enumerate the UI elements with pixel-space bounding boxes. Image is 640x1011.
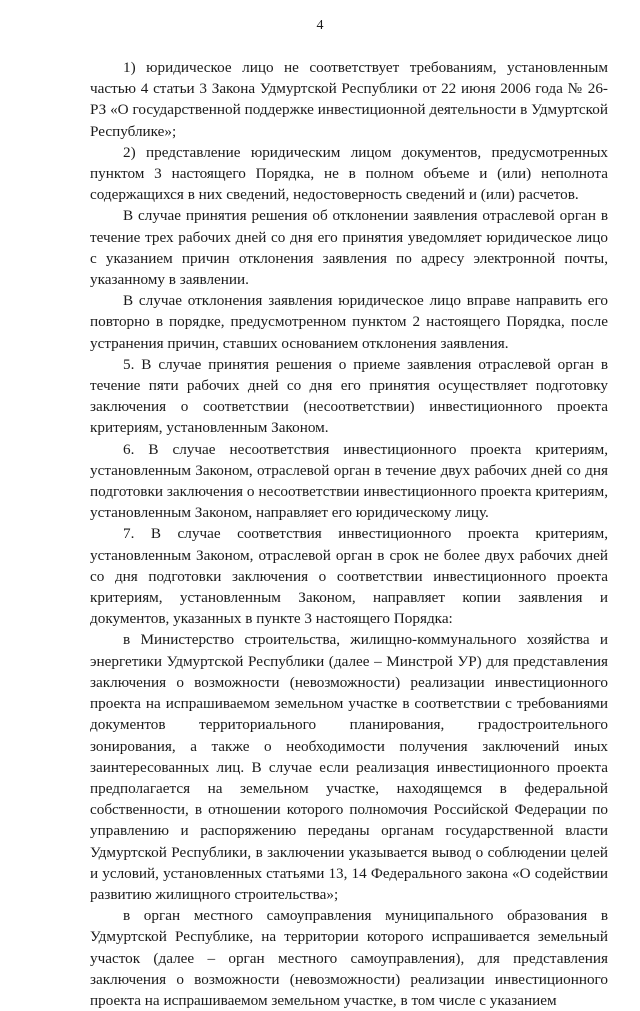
paragraph-clause-6: 6. В случае несоответствия инвестиционного проекта критериям, установленным Законом, отраслевой орган в течение двух рабочих дней со дня подготовки заключения о несоответствии инвестиционного проекта критериям, установленным Законом, направляет его юридическому лицу.	[90, 440, 608, 522]
document-body	[90, 57, 608, 1011]
paragraph-clause-5: 5. В случае принятия решения о приеме заявления отраслевой орган в течение пяти рабочих дней со дня его принятия осуществляет подготовку заключения о соответствии (несоответствии) инвестиционного проекта критериям, установленным Законом.	[90, 355, 608, 437]
paragraph-rejection-notice: В случае принятия решения об отклонении заявления отраслевой орган в течение трех рабочих дней со дня его принятия уведомляет юридическое лицо с указанием причин отклонения заявления по адресу электронной почты, указанному в заявлении.	[90, 207, 608, 289]
paragraph-item-2-incomplete-documents: 2) представление юридическим лицом документов, предусмотренных пунктом 3 настоящего Порядка, не в полном объеме и (или) неполнота содержащихся в них сведений, недостоверность сведений и (или) расчетов.	[90, 143, 608, 204]
paragraph-minstroy: в Министерство строительства, жилищно-коммунального хозяйства и энергетики Удмуртской Республики (далее – Минстрой УР) для представления заключения о возможности (невозможности) реализации инвестиционного проекта на испрашиваемом земельном участке в соответствии с требованиями документов территориального планирования, градостроительного зонирования, а также о необходимости получения заключений иных заинтересованных лиц. В случае если реализация инвестиционного проекта предполагается на земельном участке, находящемся в федеральной собственности, в отношении которого полномочия Российской Федерации по управлению и распоряжению переданы органам государственной власти Удмуртской Республики, в заключении указывается вывод о соблюдении целей и условий, установленных статьями 13, 14 Федерального закона «О содействии развитию жилищного строительства»;	[90, 631, 608, 903]
page-number: 4	[316, 18, 324, 33]
paragraph-local-government: в орган местного самоуправления муниципального образования в Удмуртской Республике, на территории которого испрашивается земельный участок (далее – орган местного самоуправления), для представления заключения о возможности (невозможности) реализации инвестиционного проекта на испрашиваемом земельном участке, в том числе с указанием	[90, 907, 608, 1009]
paragraph-clause-7: 7. В случае соответствия инвестиционного проекта критериям, установленным Законом, отраслевой орган в срок не более двух рабочих дней со дня подготовки заключения о соответствии инвестиционного проекта критериям, установленным Законом, направляет копии заявления и документов, указанных в пункте 3 настоящего Порядка:	[90, 525, 608, 628]
paragraph-item-1-noncompliance: 1) юридическое лицо не соответствует требованиям, установленным частью 4 статьи 3 Закона Удмуртской Республики от 22 июня 2006 года № 26-РЗ «О государственной поддержке инвестиционной деятельности в Удмуртской Республике»;	[90, 59, 608, 140]
paragraph-resubmission: В случае отклонения заявления юридическое лицо вправе направить его повторно в порядке, предусмотренном пунктом 2 настоящего Порядка, после устранения причин, ставших основанием отклонения заявления.	[90, 292, 608, 352]
